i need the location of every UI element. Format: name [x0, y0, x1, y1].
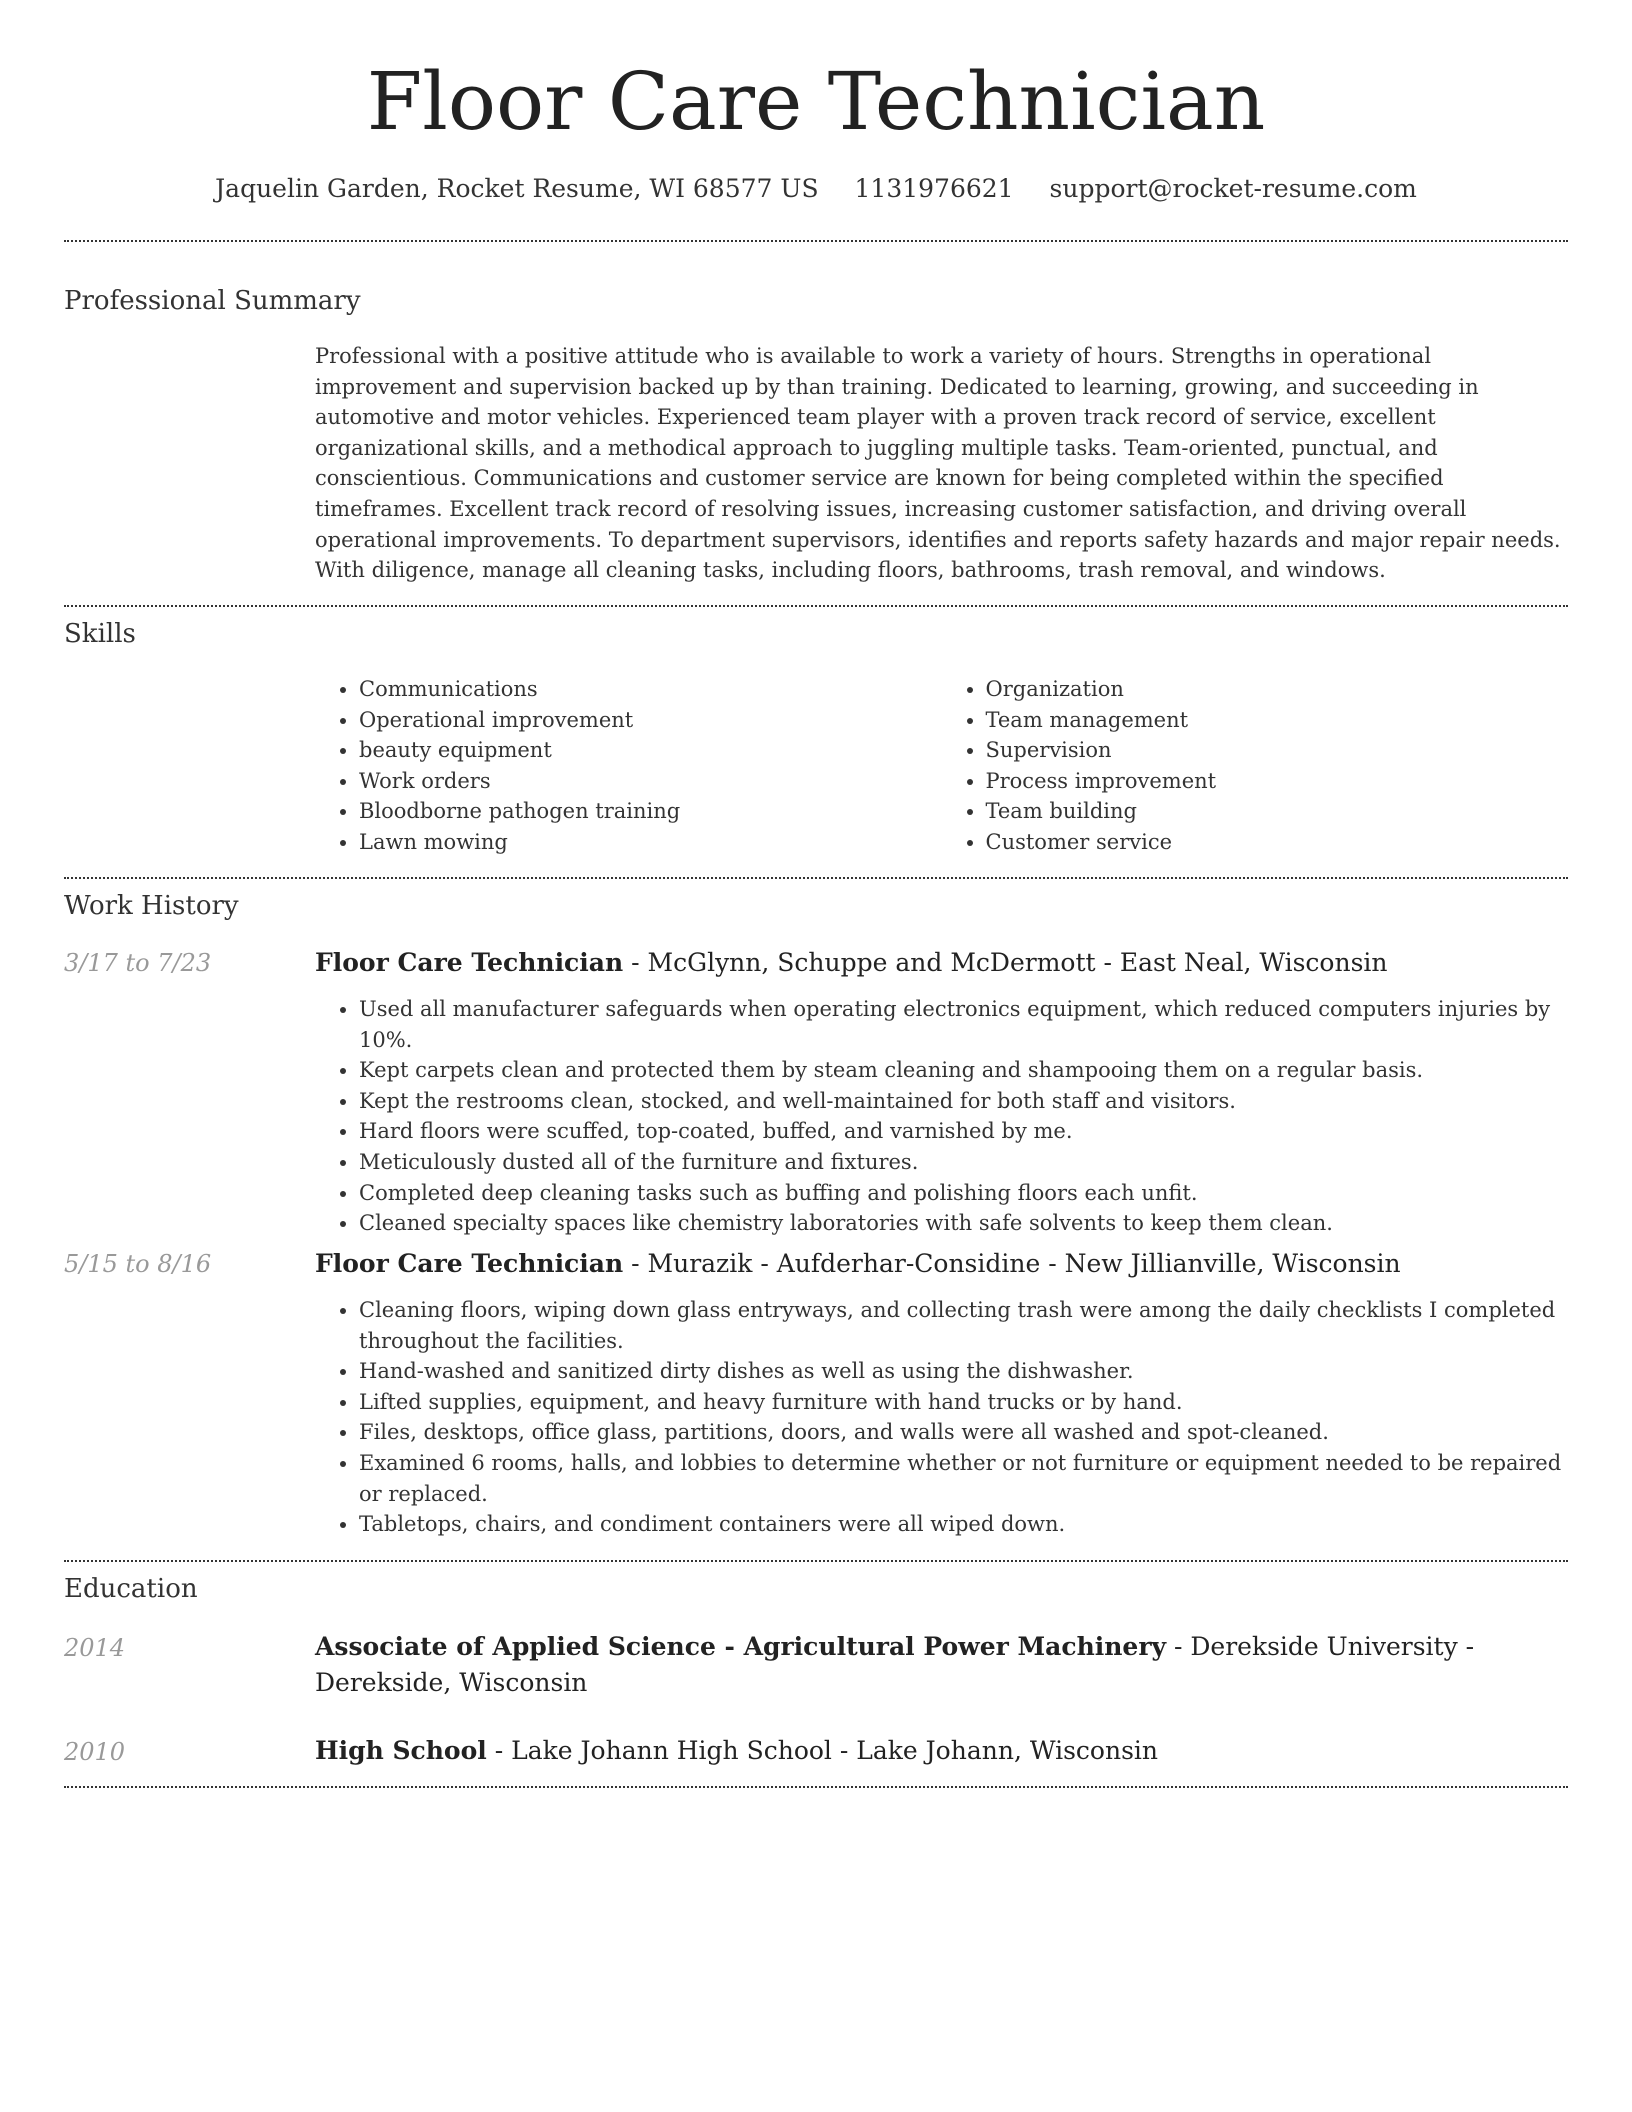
- skill-item: • Work orders: [359, 766, 942, 797]
- job-bullets: [315, 1295, 1568, 1540]
- contact-phone: 1131976621: [854, 174, 1014, 203]
- skills-list-left: [315, 674, 942, 858]
- skill-item: • Customer service: [986, 827, 1569, 858]
- summary-block: [315, 341, 1568, 586]
- section-heading-work: Work History: [64, 891, 239, 921]
- job-bullet: • Completed deep cleaning tasks such as buffing and polishing floors each unfit.: [359, 1178, 1568, 1209]
- edu-entry: [315, 1629, 1568, 1701]
- skill-item: • beauty equipment: [359, 735, 942, 766]
- job-bullet: • Kept carpets clean and protected them by steam cleaning and shampooing them on a regular basis.: [359, 1055, 1568, 1086]
- summary-text: Professional with a positive attitude who is available to work a variety of hours. Strengths in operational improvement and supervision backed up by than training. Dedicated to learning, growing, and succeeding in automotive and motor vehicles. Experienced team player with a proven track record of service, excellent organizational skills, and a methodical approach to juggling multiple tasks. Team-oriented, punctual, and conscientious. Communications and customer service are known for being completed within the specified timeframes. Excellent track record of resolving issues, increasing customer satisfaction, and driving overall operational improvements. To department supervisors, identifies and reports safety hazards and major repair needs. With diligence, manage all cleaning tasks, including floors, bathrooms, trash removal, and windows.: [315, 344, 1561, 583]
- job-entry: [315, 945, 1568, 1239]
- resume-title: Floor Care Technician: [366, 55, 1266, 148]
- divider: [64, 877, 1568, 879]
- job-entry: [315, 1246, 1568, 1540]
- edu-entry: [315, 1733, 1568, 1769]
- edu-degree: Associate of Applied Science - Agricultural Power Machinery: [315, 1632, 1167, 1661]
- job-role: Floor Care Technician: [315, 948, 624, 977]
- job-bullet: • Hand-washed and sanitized dirty dishes as well as using the dishwasher.: [359, 1356, 1568, 1387]
- job-date: 5/15 to 8/16: [64, 1250, 212, 1278]
- job-bullet: • Cleaning floors, wiping down glass entryways, and collecting trash were among the daily checklists I completed throughout the facilities.: [359, 1295, 1568, 1356]
- job-heading: [315, 1246, 1568, 1282]
- skill-item: • Team building: [986, 796, 1569, 827]
- skill-item: • Communications: [359, 674, 942, 705]
- job-employer: - Murazik - Aufderhar-Considine - New Jillianville, Wisconsin: [623, 1249, 1401, 1278]
- skill-item: • Lawn mowing: [359, 827, 942, 858]
- section-heading-summary: Professional Summary: [64, 286, 361, 316]
- job-employer: - McGlynn, Schuppe and McDermott - East Neal, Wisconsin: [623, 948, 1388, 977]
- skills-grid: [315, 674, 1568, 858]
- contact-line: [64, 169, 1568, 209]
- edu-heading: [315, 1629, 1568, 1701]
- section-heading-education: Education: [64, 1574, 198, 1604]
- edu-heading: [315, 1733, 1568, 1769]
- job-bullet: • Files, desktops, office glass, partitions, doors, and walls were all washed and spot-cleaned.: [359, 1417, 1568, 1448]
- section-heading-skills: Skills: [64, 619, 136, 649]
- skill-item: • Supervision: [986, 735, 1569, 766]
- edu-school: - Derekside University - Derekside, Wisconsin: [315, 1632, 1475, 1697]
- skill-item: • Team management: [986, 705, 1569, 736]
- job-bullet: • Used all manufacturer safeguards when operating electronics equipment, which reduced computers injuries by 10%.: [359, 994, 1568, 1055]
- job-bullet: • Cleaned specialty spaces like chemistry laboratories with safe solvents to keep them clean.: [359, 1208, 1568, 1239]
- job-heading: [315, 945, 1568, 981]
- skills-list-right: [942, 674, 1569, 858]
- job-date: 3/17 to 7/23: [64, 949, 212, 977]
- contact-address: Jaquelin Garden, Rocket Resume, WI 68577 US: [215, 174, 819, 203]
- divider: [64, 605, 1568, 607]
- job-role: Floor Care Technician: [315, 1249, 624, 1278]
- contact-email: support@rocket-resume.com: [1049, 174, 1417, 203]
- job-bullet: • Lifted supplies, equipment, and heavy furniture with hand trucks or by hand.: [359, 1387, 1568, 1418]
- job-bullet: • Hard floors were scuffed, top-coated, buffed, and varnished by me.: [359, 1116, 1568, 1147]
- edu-date: 2014: [64, 1634, 126, 1662]
- job-bullet: • Meticulously dusted all of the furniture and fixtures.: [359, 1147, 1568, 1178]
- divider: [64, 1560, 1568, 1562]
- edu-degree: High School: [315, 1736, 487, 1765]
- edu-date: 2010: [64, 1738, 126, 1766]
- job-bullet: • Examined 6 rooms, halls, and lobbies to determine whether or not furniture or equipment needed to be repaired or replaced.: [359, 1448, 1568, 1509]
- divider: [64, 240, 1568, 242]
- job-bullet: • Kept the restrooms clean, stocked, and well-maintained for both staff and visitors.: [359, 1086, 1568, 1117]
- skill-item: • Organization: [986, 674, 1569, 705]
- edu-school: - Lake Johann High School - Lake Johann, Wisconsin: [486, 1736, 1158, 1765]
- skill-item: • Process improvement: [986, 766, 1569, 797]
- skill-item: • Bloodborne pathogen training: [359, 796, 942, 827]
- job-bullet: • Tabletops, chairs, and condiment containers were all wiped down.: [359, 1509, 1568, 1540]
- divider: [64, 1786, 1568, 1788]
- job-bullets: [315, 994, 1568, 1239]
- skill-item: • Operational improvement: [359, 705, 942, 736]
